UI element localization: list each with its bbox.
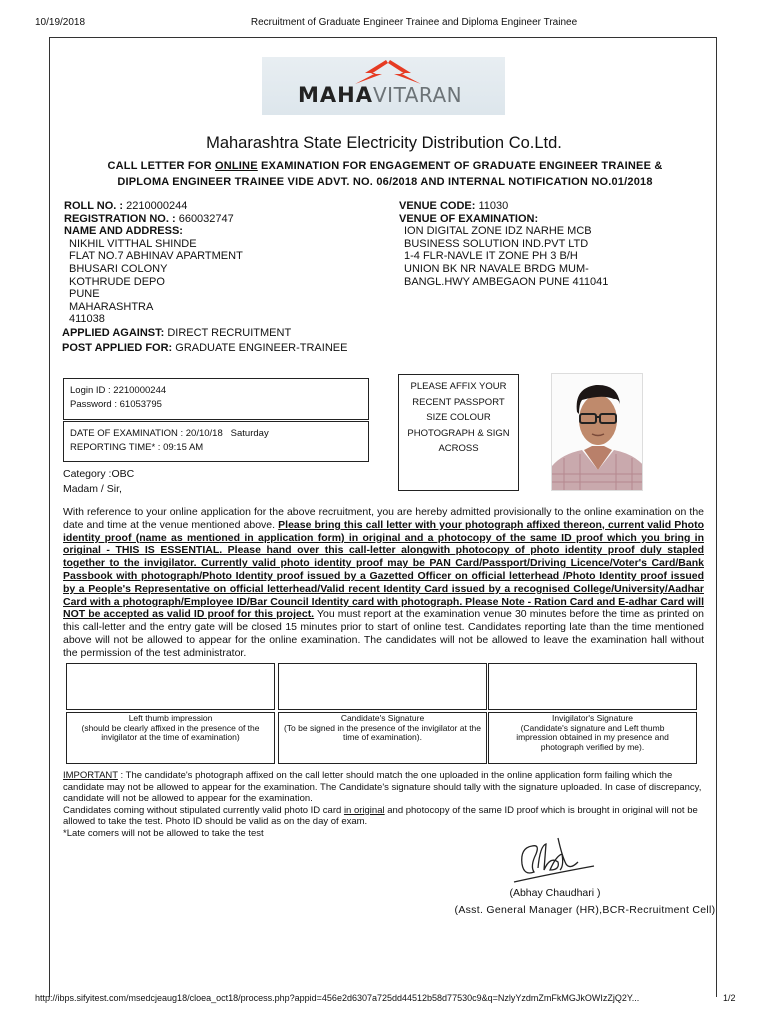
venue-code-value: 11030 [478, 200, 509, 212]
handwritten-signature-icon [510, 836, 600, 886]
address-line: PUNE [69, 288, 100, 301]
subtitle-text: CALL LETTER FOR [107, 160, 215, 172]
logo-vitaran-text: VITARAN [372, 83, 463, 107]
id-note-original: in original [343, 804, 385, 816]
candidate-photo [551, 373, 643, 491]
invigilator-signature-box [488, 663, 697, 710]
late-comers-note: *Late comers will not be allowed to take the test [63, 827, 264, 839]
subtitle-line2: DIPLOMA ENGINEER TRAINEE VIDE ADVT. NO. 06/2018 AND INTERNAL NOTIFICATION NO.01/2018 [117, 176, 653, 188]
login-credentials-box [63, 378, 369, 420]
affix-line: PHOTOGRAPH & SIGN [407, 427, 510, 439]
venue-details [399, 200, 608, 288]
admission-instructions [63, 506, 704, 660]
registration-no-label: REGISTRATION NO. : [64, 212, 176, 225]
address-line: MAHARASHTRA [69, 300, 154, 313]
address-line: KOTHRUDE DEPO [69, 275, 165, 288]
reporting-time: REPORTING TIME* : 09:15 AM [70, 442, 204, 453]
organization-name: Maharashtra State Electricity Distribution Co.Ltd. [206, 134, 562, 152]
category: Category :OBC [63, 468, 135, 480]
roll-no-value: 2210000244 [126, 200, 188, 212]
signatory-name: (Abhay Chaudhari ) [509, 887, 601, 899]
mahavitaran-logo [262, 57, 505, 115]
affix-line: SIZE COLOUR [426, 412, 491, 423]
instructions-intro: With reference to your online application for the above recruitment, you are hereby admitted provisionally to the online examination on the date and time at the venue mentioned above. [63, 506, 704, 531]
thumb-impression-cell [66, 663, 275, 764]
person-photo-icon [552, 374, 643, 491]
address-line: FLAT NO.7 ABHINAV APARTMENT [69, 250, 243, 263]
caption-title: Left thumb impression [128, 713, 213, 723]
affix-line: ACROSS [438, 443, 479, 454]
id-note-text: Candidates coming without stipulated currently valid photo ID card [63, 804, 344, 816]
applied-against-label: APPLIED AGAINST: [62, 326, 165, 339]
venue-line: UNION BK NR NAVALE BRDG MUM- [404, 262, 589, 275]
id-note-text: and photocopy of the same ID proof which is brought in original will not be allowed to take the test. Photo ID should be valid as on the day of exam. [63, 804, 698, 828]
venue-label: VENUE OF EXAMINATION: [399, 212, 539, 225]
call-letter-subtitle [60, 158, 710, 190]
important-notes [63, 770, 708, 840]
address-line: BHUSARI COLONY [69, 262, 168, 275]
subtitle-online: ONLINE [214, 160, 258, 172]
subtitle-text: EXAMINATION FOR ENGAGEMENT OF GRADUATE ENGINEER TRAINEE & [257, 160, 663, 172]
venue-line: 1-4 FLR-NAVLE IT ZONE PH 3 B/H [404, 250, 578, 263]
exam-date: DATE OF EXAMINATION : 20/10/18 Saturday [70, 428, 269, 439]
address-line: 411038 [69, 313, 105, 326]
registration-no-value: 660032747 [178, 212, 234, 225]
venue-line: BUSINESS SOLUTION IND.PVT LTD [404, 237, 589, 250]
affix-line: PLEASE AFFIX YOUR [410, 381, 507, 392]
logo-maha-text: MAHA [298, 83, 373, 107]
candidate-signature-box [278, 663, 487, 710]
caption-title: Invigilator's Signature [552, 713, 633, 723]
candidate-signature-caption [278, 712, 487, 764]
venue-code-label: VENUE CODE: [399, 200, 476, 212]
caption-title: Candidate's Signature [340, 713, 425, 723]
thumb-impression-caption [66, 712, 275, 764]
caption-desc: (should be clearly affixed in the presence of the invigilator at the time of examination) [81, 722, 260, 743]
affix-photo-box [398, 374, 519, 491]
thumb-impression-box [66, 663, 275, 710]
important-label: IMPORTANT [63, 770, 118, 781]
print-date: 10/19/2018 [35, 17, 86, 28]
print-page-title: Recruitment of Graduate Engineer Trainee and Diploma Engineer Trainee [250, 17, 578, 28]
candidate-signature-cell [278, 663, 487, 764]
instructions-reporting: You must report at the examination venue 30 minutes before the time as printed on this call-letter and the entry gate will be closed 15 minutes prior to start of online test. Candidates reporting late than the time mentioned above will not be allowed to appear for the online examination. The candidates will not be allowed to leave the examination hall without the permission of the test administrator. [63, 608, 704, 659]
post-applied-value: GRADUATE ENGINEER-TRAINEE [175, 341, 348, 354]
invigilator-signature-cell [488, 663, 697, 764]
signatory-designation: (Asst. General Manager (HR),BCR-Recruitment Cell) [454, 904, 716, 916]
signature-table [66, 663, 698, 764]
candidate-details [64, 200, 347, 354]
address-line: NIKHIL VITTHAL SHINDE [69, 237, 197, 250]
important-text: : The candidate's photograph affixed on the call letter should match the one uploaded in the online application form failing which the candidate may not be allowed to appear for the examination. The Candidate's signature should tally with the signature uploaded. In case of discrepancy, candidate will not be allowed to appear for the examination. [63, 770, 702, 805]
print-page-number: 1/2 [723, 993, 736, 1003]
name-address-label: NAME AND ADDRESS: [64, 225, 183, 238]
exam-schedule-box [63, 421, 369, 462]
password: Password : 61053795 [70, 399, 162, 410]
authority-signature [510, 836, 600, 891]
invigilator-signature-caption [488, 712, 697, 764]
venue-line: ION DIGITAL ZONE IDZ NARHE MCB [404, 225, 592, 238]
affix-line: RECENT PASSPORT [412, 396, 505, 408]
instructions-id-proof: Please bring this call letter with your photograph affixed thereon, current valid Photo identity proof (name as mentioned in application form) in original and a photocopy of the same ID proof which you bring in original - THIS IS ESSENTIAL. Please hand over this call-letter alongwith photocopy of photo identity proof duly stapled together to the invigilator. Currently valid photo identity proof may be PAN Card/Passport/Driving Licence/Voter's Card/Bank Passbook with photograph/Photo Identity proof issued by a Gazetted Officer on official letterhead /Photo Identity proof issued by a People's Representative on official letterhead/Valid recent Identity Card issued by a recognised College/University/Aadhar Card with a photograph/Employee ID/Bar Council Identity card with photograph. Please Note - Ration Card and E-adhar Card will NOT be accepted as valid ID proof for this project. [63, 518, 704, 621]
caption-desc: (Candidate's signature and Left thumb impression obtained in my presence and photograph verified by me). [516, 722, 669, 752]
venue-line: BANGL.HWY AMBEGAON PUNE 411041 [404, 275, 609, 288]
login-id: Login ID : 2210000244 [70, 385, 167, 396]
roll-no-label: ROLL NO. : [64, 200, 124, 212]
post-applied-label: POST APPLIED FOR: [62, 341, 173, 354]
applied-against-value: DIRECT RECRUITMENT [167, 326, 292, 339]
salutation: Madam / Sir, [63, 483, 122, 495]
category-block [63, 467, 134, 497]
caption-desc: (To be signed in the presence of the invigilator at the time of examination). [283, 722, 482, 743]
print-footer-url: http://ibps.sifyitest.com/msedcjeaug18/cloea_oct18/process.php?appid=456e2d6307a725dd44512b58d77530c9&q=NzlyYzdmZmFkMGJkOWIzZjQ2Y... [35, 993, 640, 1003]
